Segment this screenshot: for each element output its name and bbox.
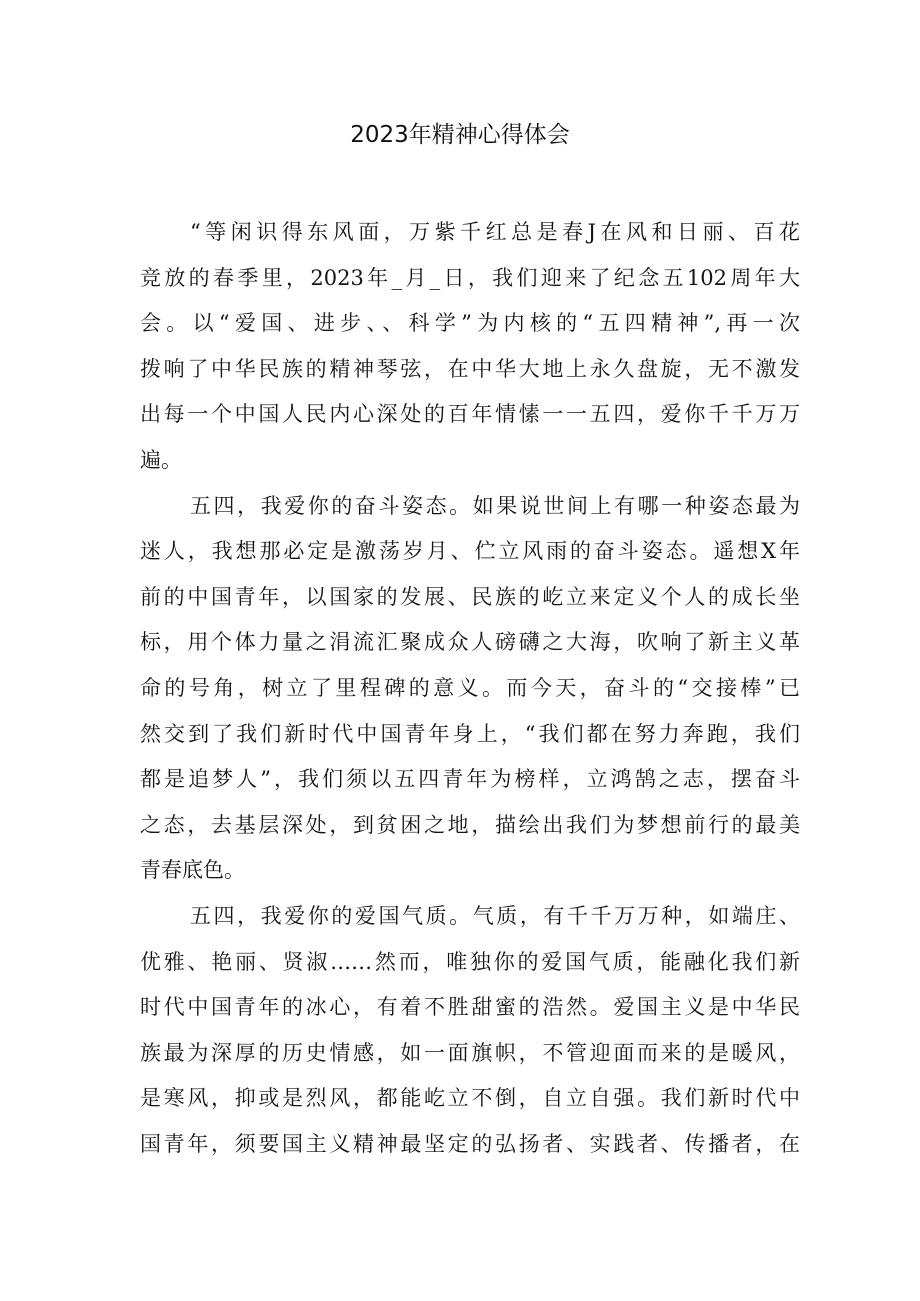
- paragraph-1-line-1: “等闲识得东风面，万紫千红总是春J在风和日丽、百花: [190, 220, 800, 244]
- paragraph-1-line-2: 竞放的春季里，2023年_月_日，我们迎来了纪念五102周年大: [140, 265, 800, 290]
- paragraph-1-line-6: 遍。: [140, 447, 182, 472]
- paragraph-1-line-3: 会。以“爱国、进步、、科学”为内核的“五四精神”,再一次: [140, 311, 800, 336]
- paragraph-3-line-1: 五四，我爱你的爱国气质。气质，有千千万万种，如端庄、: [190, 903, 800, 928]
- paragraph-3-line-5: 是寒风，抑或是烈风，都能屹立不倒，自立自强。我们新时代中: [140, 1086, 800, 1111]
- paragraph-2-line-7: 都是追梦人”，我们须以五四青年为榜样，立鸿鹄之志，摆奋斗: [140, 767, 800, 792]
- paragraph-3-line-2: 优雅、艳丽、贤淑……然而，唯独你的爱国气质，能融化我们新: [140, 949, 800, 974]
- paragraph-2-line-8: 之态，去基层深处，到贫困之地，描绘出我们为梦想前行的最美: [140, 812, 800, 837]
- paragraph-1-line-4: 拨响了中华民族的精神琴弦，在中华大地上永久盘旋，无不激发: [140, 356, 800, 381]
- paragraph-2-line-2: 迷人，我想那必定是激荡岁月、伫立风雨的奋斗姿态。遥想X年: [140, 539, 800, 564]
- paragraph-3-line-3: 时代中国青年的冰心，有着不胜甜蜜的浩然。爱国主义是中华民: [140, 995, 800, 1020]
- paragraph-2-line-4: 标，用个体力量之涓流汇聚成众人磅礴之大海，吹响了新主义革: [140, 630, 800, 655]
- paragraph-1-line-5: 出每一个中国人民内心深处的百年情愫一一五四，爱你千千万万: [140, 402, 800, 427]
- paragraph-2-line-5: 命的号角，树立了里程碑的意义。而今天，奋斗的“交接棒”已: [140, 675, 800, 700]
- paragraph-2-line-1: 五四，我爱你的奋斗姿态。如果说世间上有哪一种姿态最为: [190, 493, 800, 518]
- document-body: [140, 210, 800, 1167]
- document-title: 2023年精神心得体会: [350, 122, 570, 148]
- paragraph-2-line-6: 然交到了我们新时代中国青年身上，“我们都在努力奔跑，我们: [140, 721, 800, 746]
- paragraph-2-line-9: 青春底色。: [140, 858, 245, 883]
- paragraph-2-line-3: 前的中国青年，以国家的发展、民族的屹立来定义个人的成长坐: [140, 584, 800, 609]
- paragraph-3-line-4: 族最为深厚的历史情感，如一面旗帜，不管迎面而来的是暖风，: [140, 1040, 800, 1065]
- paragraph-3-line-6: 国青年，须要国主义精神最坚定的弘扬者、实践者、传播者，在: [140, 1131, 800, 1156]
